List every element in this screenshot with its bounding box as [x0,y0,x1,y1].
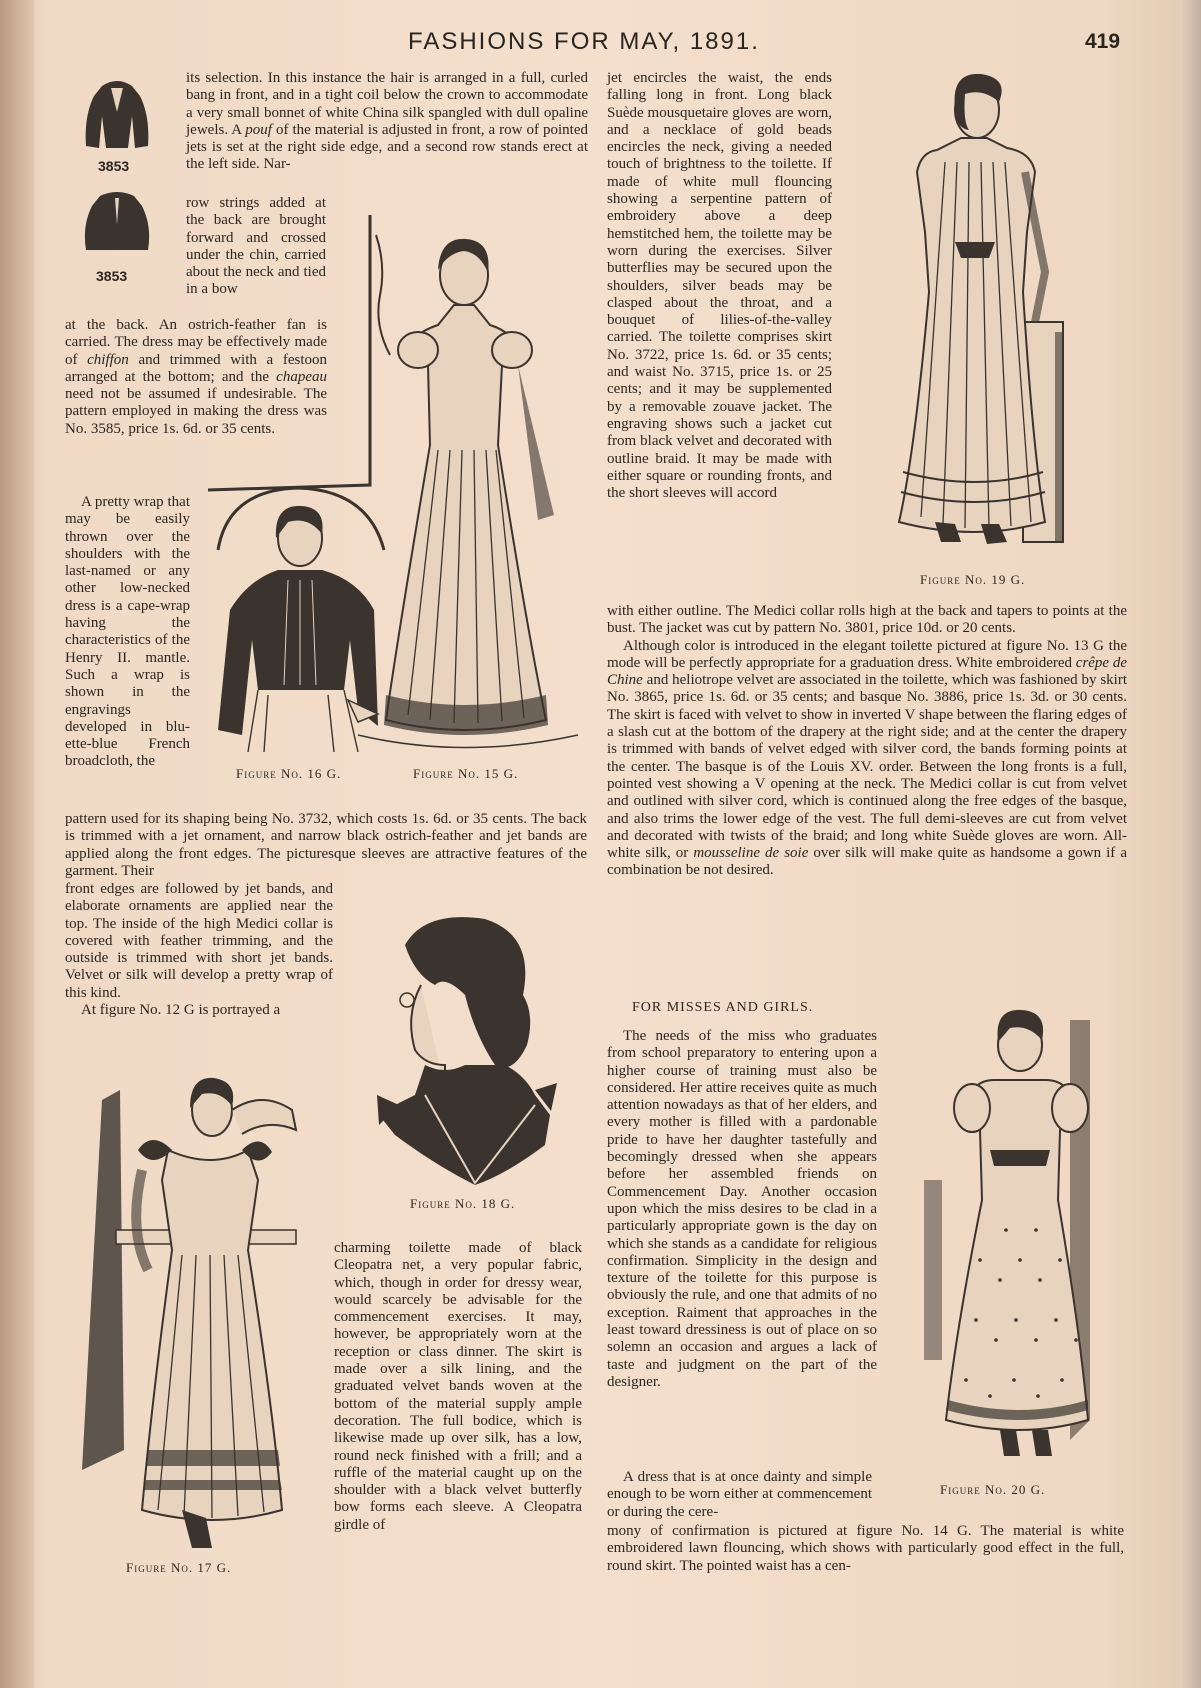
paragraph-figure-12: At figure No. 12 G is portrayed a [81,1002,281,1019]
text-column-right-wide [607,603,1127,880]
illustration-figure-17 [72,1070,302,1550]
paragraph-jet-girdle: jet encircles the waist, the ends falling long in front. Long black Suède mousquetaire gloves are worn, and a necklace of gold beads encircles the neck, giving a needed touch of brightness to the toilette. If made of white mull flouncing showing a serpentine pattern of embroidery above a deep hemstitched hem, the toilette may be worn during the exercises. Silver butterflies may be secured upon the shoulders, silver beads may be clasped about the throat, and a bouquet of lilies-of-the-valley carried. The toilette comprises skirt No. 3722, price 1s. 6d. or 35 cents; and waist No. 3715, price 1s. or 25 cents; and it may be supplemented by a removable zouave jacket. The engraving shows such a jacket cut from black velvet and decorated with outline braid. It may be made with either square or rounding fronts, and the short sleeves will accord [607,70,832,502]
text-column-right-top [607,70,832,502]
paragraph-wrap-cont: pattern used for its shaping being No. 3732, which costs 1s. 6d. or 35 cents. The back is trimmed with a jet ornament, and narrow black ostrich-feather and jet bands are applied along the front edges. The picturesque sleeves are attractive features of the garment. Their [65,811,587,879]
figure-19-caption: Figure No. 19 G. [920,572,1026,587]
illustration-figure-15 [368,215,568,760]
text-column-left-mid [65,317,327,438]
pattern-thumbnail-front [80,76,155,156]
text-column-right-bottom [607,1028,877,1391]
text-column-right-bottom-wide [607,1523,1124,1575]
paragraph-wrap: A pretty wrap that may be easily thrown over the shoulders with the last-named or any other low-necked dress is a cape-wrap having the characteristics of the Henry II. mantle. Such a wrap is shown in the engravings developed in blu-ette-blue French broadcloth, the [65,494,190,770]
paragraph-intro-narrow: row strings added at the back are brought forward and crossed under the chin, carried about the neck and tied in a bow [186,195,326,298]
illustration-figure-18 [385,915,560,1190]
illustration-figure-19 [885,72,1085,552]
text-column-left-lower [65,881,333,1019]
text-column-left-wrap [65,494,190,771]
paragraph-misses: The needs of the miss who graduates from school preparatory to entering upon a higher course of training must also be considered. Her attire receives quite as much attention nowadays as that of her elders, and every mother is filled with a pardonable pride to have her daughter tastefully and becomingly dressed when she appears before her assembled friends on Commencement Day. Another occasion upon which the miss desires to be clad in a particularly appropriate gown is the day on which she stands as a candidate for religious confirmation. Simplicity in the design and texture of the toilette for this purpose is obviously the rule, and one that admits of no exception. Raiment that approaches in the least toward dressiness is out of place on so solemn an occasion and argues a lack of taste and judgment on the part of the designer. [607,1028,877,1390]
running-header: FASHIONS FOR MAY, 1891. [408,28,760,55]
pattern-thumbnail-back [80,188,155,263]
pattern-number-label: 3853 [96,268,128,284]
figure-20-caption: Figure No. 20 G. [940,1482,1046,1497]
text-column-left-intro [186,70,588,174]
figure-17-caption: Figure No. 17 G. [126,1560,232,1575]
text-column-left-narrow [186,195,326,299]
illustration-figure-16 [208,490,388,760]
page-edge [1179,0,1201,1688]
paragraph-intro-wide: its selection. In this instance the hair is arranged in a full, curled bang in front, and in a tight coil below the crown to accommodate a very small bonnet of white China silk spangled with dull opaline jewels. A pouf of the material is adjusted in front, a row of pointed jets is set at the right side edge, and a second row stands erect at the left side. Nar- [186,70,589,173]
pattern-number-label: 3853 [98,158,130,174]
page-binding-shadow [0,0,34,1688]
paragraph-jacket-end: with either outline. The Medici collar rolls high at the back and tapers to points at the bust. The jacket was cut by pattern No. 3801, price 10d. or 20 cents. [607,603,1127,637]
figure-15-caption: Figure No. 15 G. [413,766,519,781]
figure-16-caption: Figure No. 16 G. [236,766,342,781]
paragraph-wrap-end: front edges are followed by jet bands, and elaborate ornaments are applied near the top. The inside of the high Medici collar is covered with feather trimming, and the outside is trimmed with short jet bands. Velvet or silk will develop a pretty wrap of this kind. [65,881,333,1001]
illustration-figure-20 [920,1000,1100,1470]
paragraph-intro-cont: at the back. An ostrich-feather fan is carried. The dress may be effectively made of chiffon and trimmed with a festoon arranged at the bottom; and the chapeau need not be assumed if undesirable. The pattern employed in making the dress was No. 3585, price 1s. 6d. or 35 cents. [65,317,327,437]
paragraph-figure-13: Although color is introduced in the elegant toilette pictured at figure No. 13 G the mode will be perfectly appropriate for a graduation dress. White embroidered crêpe de Chine and heliotrope velvet are associated in the toilette, which was fashioned by skirt No. 3865, price 1s. 6d. or 35 cents; and basque No. 3886, price 1s. 3d. or 30 cents. The skirt is faced with velvet to show in inverted V shape between the flaring edges of a slash cut at the bottom of the drapery at the right side; and at the center the drapery is trimmed with bands of velvet edged with silver cord, the bands forming points at the center. The basque is of the Louis XV. order. Between the long fronts is a full, pointed vest showing a V opening at the neck. The Medici collar is cut from velvet and outlined with silver cord, which is continued along the free edges of the basque, and also trims the lower edge of the vest. The full demi-sleeves are cut from velvet and decorated with twists of the braid; and long white Suède gloves are worn. All-white silk, or mousseline de soie over silk will make quite as handsome a gown if a combination be not desired. [607,637,1128,879]
section-heading: FOR MISSES AND GIRLS. [632,1000,814,1015]
paragraph-figure-14-end: mony of confirmation is pictured at figure No. 14 G. The material is white embroidered lawn flouncing, which shows with particularly good effect in the full, round skirt. The pointed waist has a cen- [607,1523,1124,1574]
text-column-right-bottom-narrow [607,1469,872,1521]
page-number: 419 [1085,30,1121,53]
text-column-center-bottom [334,1240,582,1534]
figure-18-caption: Figure No. 18 G. [410,1196,516,1211]
paragraph-figure-14-start: A dress that is at once dainty and simple enough to be worn either at commencement or during the cere- [607,1469,872,1520]
paragraph-cleopatra: charming toilette made of black Cleopatra net, a very popular fabric, which, though in order for dressy wear, would scarcely be advisable for the commencement exercises. It may, however, be appropriately worn at the reception or class dinner. The skirt is made over a silk lining, and the graduated velvet bands woven at the bottom of the material supply ample decoration. The full bodice, which is likewise made up over silk, has a low, round neck finished with a frill; and a ruffle of the material caught up on the shoulder with a black velvet butterfly bow forms each sleeve. A Cleopatra girdle of [334,1240,582,1533]
text-column-left-wide2 [65,811,587,880]
